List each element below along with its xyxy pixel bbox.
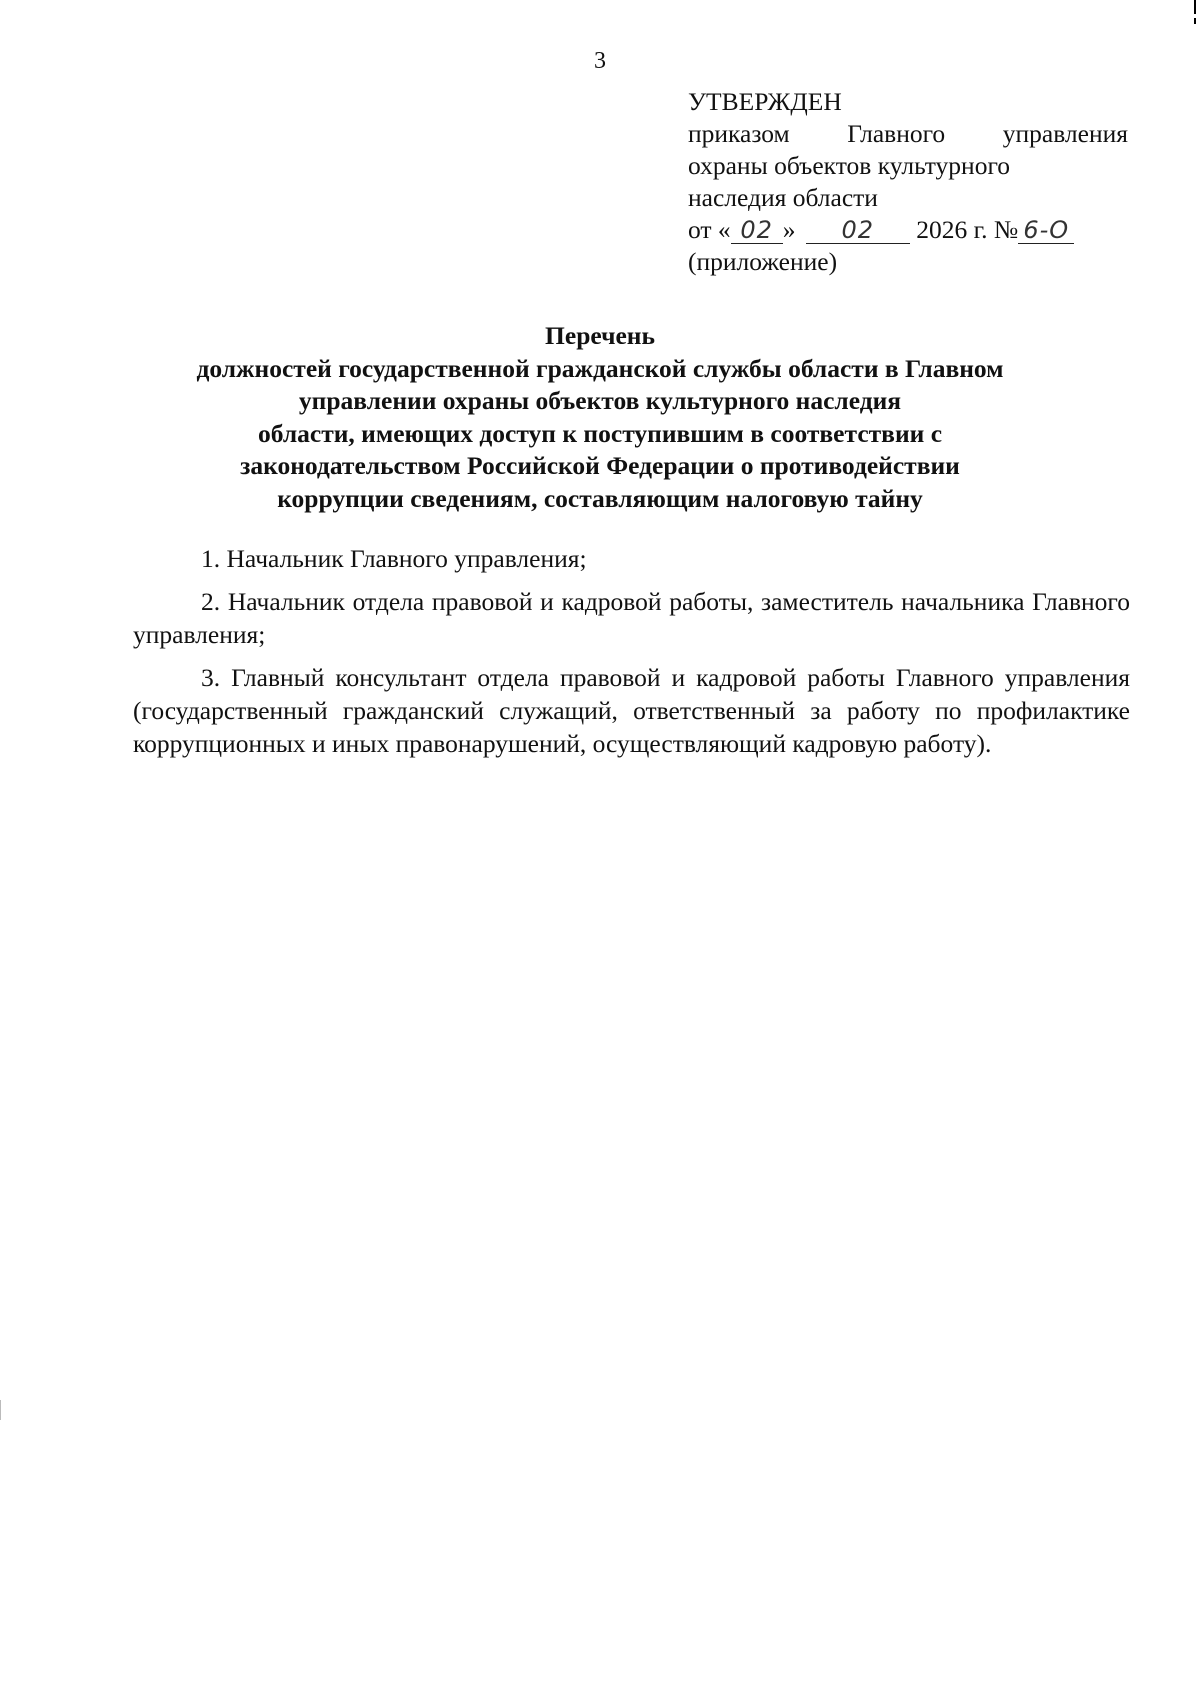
date-prefix: от « bbox=[688, 215, 731, 244]
date-day-handwritten: 02 bbox=[731, 217, 783, 244]
title-line-1: должностей государственной гражданской службы области в Главном bbox=[196, 353, 1004, 383]
title-line-3: области, имеющих доступ к поступившим в соответствии с bbox=[257, 418, 943, 448]
title-line-4: законодательством Российской Федерации о противодействии bbox=[240, 451, 960, 480]
list-item: 1. Начальник Главного управления; bbox=[201, 544, 587, 573]
date-close-quote: » bbox=[782, 215, 796, 244]
approval-region-line: наследия области bbox=[688, 183, 878, 212]
date-month-handwritten: 02 bbox=[806, 217, 910, 244]
scan-artifact bbox=[0, 1400, 1, 1420]
page-number: 3 bbox=[594, 48, 606, 74]
scan-artifact bbox=[1194, 0, 1196, 14]
scan-artifact bbox=[1194, 18, 1196, 24]
approval-order-line: приказом Главного управления bbox=[688, 119, 1128, 148]
approval-date-line bbox=[688, 214, 1128, 246]
approval-authority-line: охраны объектов культурного bbox=[688, 151, 1011, 180]
title-line-2: управлении охраны объектов культурного наследия bbox=[298, 386, 902, 415]
approval-heading: УТВЕРЖДЕН bbox=[688, 87, 842, 116]
approval-stamp-block bbox=[688, 86, 1128, 278]
date-year-number-label: 2026 г. № bbox=[916, 215, 1019, 244]
approval-appendix-label: (приложение) bbox=[688, 247, 838, 276]
title-line-5: коррупции сведениям, составляющим налоговую тайну bbox=[277, 483, 923, 513]
document-title bbox=[120, 320, 1080, 515]
title-main: Перечень bbox=[545, 321, 655, 350]
order-number-handwritten: 6-О bbox=[1018, 217, 1074, 244]
positions-list bbox=[133, 542, 1130, 760]
list-item: 2. Начальник отдела правовой и кадровой работы, заместитель начальника Главного управления; bbox=[133, 587, 1130, 649]
list-item: 3. Главный консультант отдела правовой и кадровой работы Главного управления (государственный гражданский служащий, ответственный за работу по профилактике коррупционных и иных правонарушений, осуществляющий кадровую работу). bbox=[133, 663, 1130, 758]
